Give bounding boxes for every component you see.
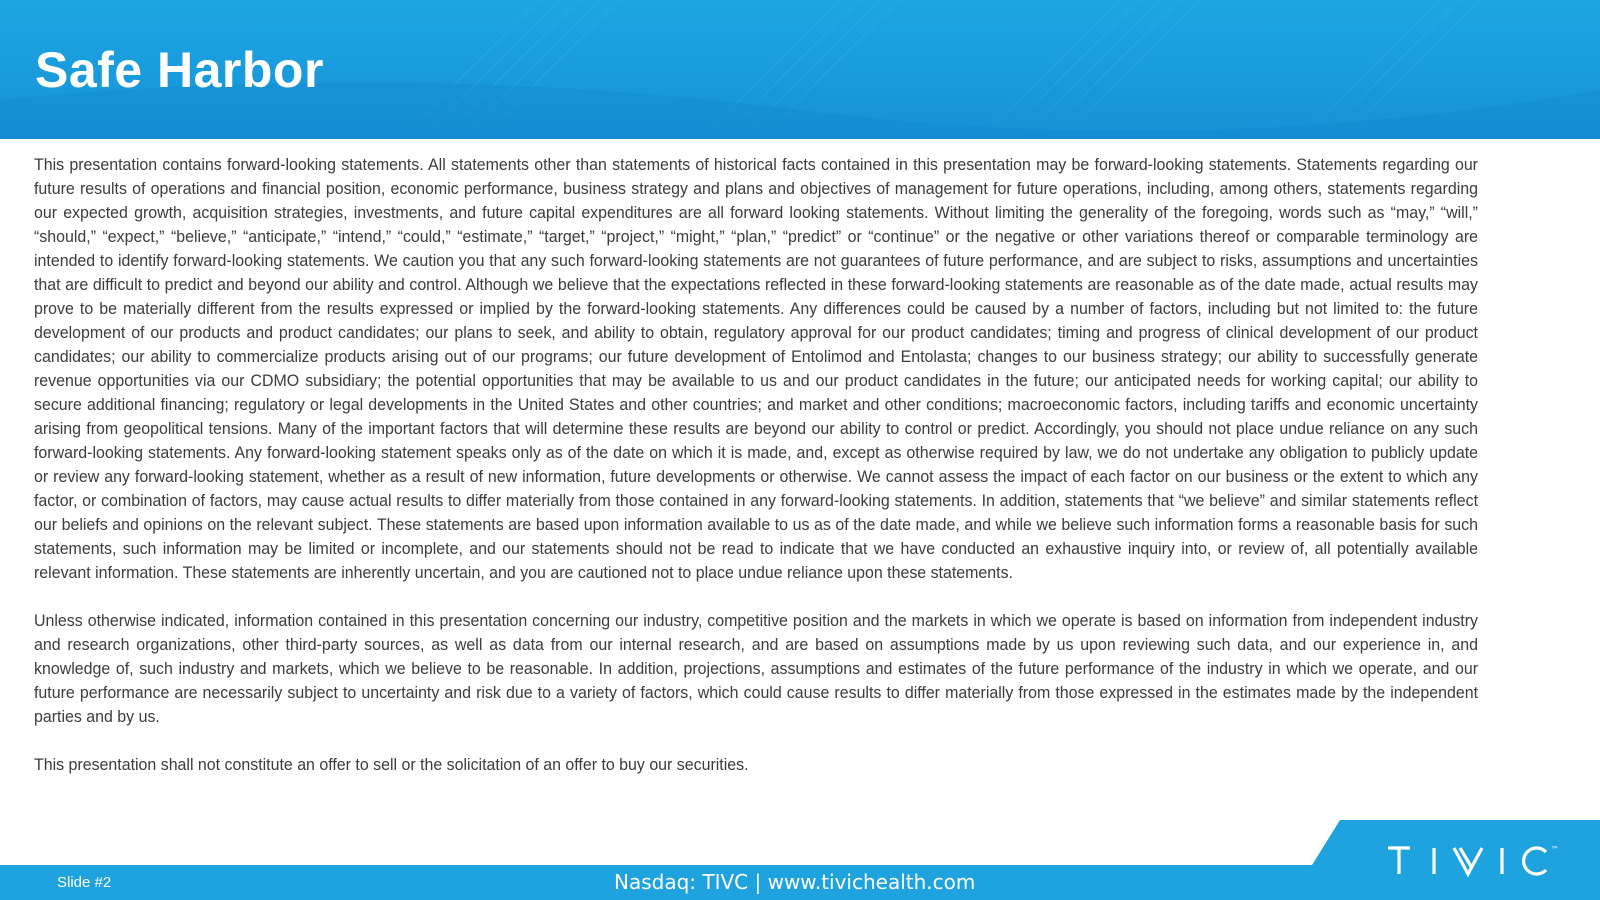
tivic-logo [1388, 842, 1568, 882]
disclaimer-paragraph-forward-looking: This presentation contains forward-looking statements. All statements other than statements of historical facts contained in this presentation may be forward-looking statements. Statements regarding our future results of operations and financial position, economic performance, business strategy and plans and objectives of management for future operations, including, among others, statements regarding our expected growth, acquisition strategies, investments, and future capital expenditures are all forward looking statements. Without limiting the generality of the foregoing, words such as “may,” “will,” “should,” “expect,” “believe,” “anticipate,” “intend,” “could,” “estimate,” “target,” “project,” “might,” “plan,” “predict” or “continue” or the negative or other variations thereof or comparable terminology are intended to identify forward-looking statements. We caution you that any such forward-looking statements are not guarantees of future performance, and are subject to risks, assumptions and uncertainties that are difficult to predict and beyond our ability and control. Although we believe that the expectations reflected in these forward-looking statements are reasonable as of the date made, actual results may prove to be materially different from the results expressed or implied by the forward-looking statements. Any differences could be caused by a number of factors, including but not limited to: the future development of our products and product candidates; our plans to seek, and ability to obtain, regulatory approval for our product candidates; timing and progress of clinical development of our product candidates; our ability to commercialize products arising out of our programs; our future development of Entolimod and Entolasta; changes to our business strategy; our ability to successfully generate revenue opportunities via our CDMO subsidiary; the potential opportunities that may be available to us and our product candidates in the future; our anticipated needs for working capital; our ability to secure additional financing; regulatory or legal developments in the United States and other countries; and market and other conditions; macroeconomic factors, including tariffs and economic uncertainty arising from geopolitical tensions. Many of the important factors that will determine these results are beyond our ability to control or predict. Accordingly, you should not place undue reliance on any such forward-looking statements. Any forward-looking statement speaks only as of the date on which it is made, and, except as otherwise required by law, we do not undertake any obligation to publicly update or review any forward-looking statement, whether as a result of new information, future developments or otherwise. We cannot assess the impact of each factor on our business or the extent to which any factor, or combination of factors, may cause actual results to differ materially from those contained in any forward-looking statements. In addition, statements that “we believe” and similar statements reflect our beliefs and opinions on the relevant subject. These statements are based upon information available to us as of the date made, and while we believe such information forms a reasonable basis for such statements, such information may be limited or incomplete, and our statements should not be read to indicate that we have conducted an exhaustive inquiry into, or review of, all potentially available relevant information. These statements are inherently uncertain, and you are cautioned not to place undue reliance upon these statements. [34, 155, 1478, 582]
disclaimer-paragraph-no-offer: This presentation shall not constitute an offer to sell or the solicitation of an offer to buy our securities. [34, 755, 749, 774]
footer-contact: Nasdaq: TIVC | www.tivichealth.com [614, 870, 976, 894]
trademark-mark: ™ [1551, 845, 1559, 854]
page-title: Safe Harbor [35, 42, 324, 98]
slide-number: Slide #2 [57, 874, 112, 891]
disclaimer-body [34, 153, 1478, 801]
disclaimer-paragraph-industry-data: Unless otherwise indicated, information contained in this presentation concerning our industry, competitive position and the markets in which we operate is based on information from independent industry and research organizations, other third-party sources, as well as data from our internal research, and are based on assumptions made by us upon reviewing such data, and our experience in, and knowledge of, such industry and markets, which we believe to be reasonable. In addition, projections, assumptions and estimates of the future performance of the industry in which we operate, and our future performance are necessarily subject to uncertainty and risk due to a variety of factors, which could cause results to differ materially from those expressed in the estimates made by the independent parties and by us. [34, 611, 1478, 726]
header-banner [0, 0, 1600, 139]
